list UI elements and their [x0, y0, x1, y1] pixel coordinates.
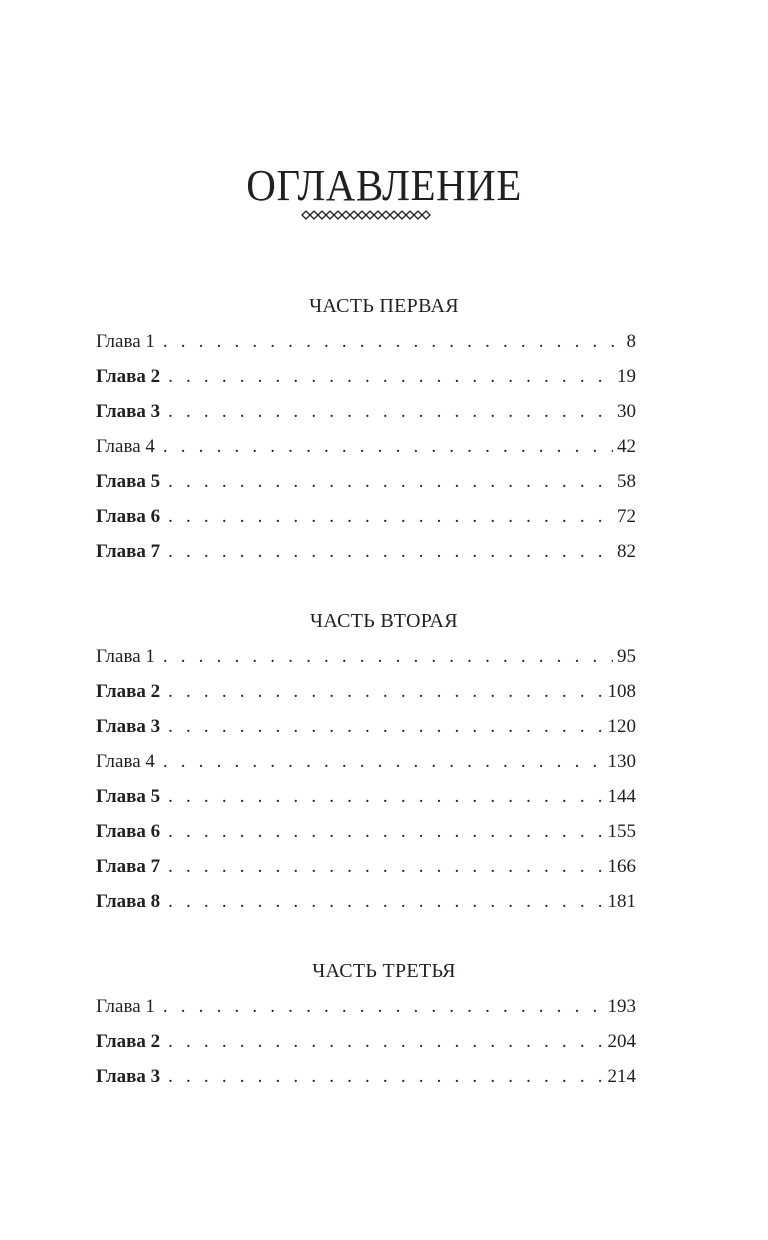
chapter-label: Глава 8	[96, 891, 161, 912]
chapter-label: Глава 2	[96, 681, 161, 702]
chapter-label: Глава 4	[96, 751, 155, 772]
dot-leader	[168, 714, 603, 740]
toc-row	[96, 364, 636, 390]
page-number: 72	[617, 506, 636, 527]
toc-row	[96, 819, 636, 845]
chapter-label: Глава 7	[96, 541, 161, 562]
chapter-label: Глава 3	[96, 401, 161, 422]
page-number: 181	[607, 891, 636, 912]
dot-leader	[168, 399, 613, 425]
chapter-label: Глава 6	[96, 506, 161, 527]
chapter-label: Глава 6	[96, 821, 161, 842]
page-number: 30	[617, 401, 636, 422]
dot-leader	[163, 329, 623, 355]
chapter-label: Глава 5	[96, 786, 161, 807]
toc-row	[96, 469, 636, 495]
page-number: 19	[617, 366, 636, 387]
chapter-label: Глава 3	[96, 716, 161, 737]
dot-leader	[163, 994, 604, 1020]
dot-leader	[163, 749, 604, 775]
toc-row	[96, 679, 636, 705]
toc-row	[96, 504, 636, 530]
page-number: 130	[607, 751, 636, 772]
part-title-2: ЧАСТЬ ВТОРАЯ	[310, 610, 458, 632]
toc-row	[96, 1064, 636, 1090]
dot-leader	[168, 854, 603, 880]
toc-row	[96, 399, 636, 425]
page-number: 193	[607, 996, 636, 1017]
page-number: 108	[607, 681, 636, 702]
ornament-divider	[300, 208, 434, 222]
page-number: 82	[617, 541, 636, 562]
part-title-3: ЧАСТЬ ТРЕТЬЯ	[312, 960, 456, 982]
page-number: 144	[607, 786, 636, 807]
toc-row	[96, 644, 636, 670]
toc-row	[96, 539, 636, 565]
chapter-label: Глава 1	[96, 331, 155, 352]
chapter-label: Глава 5	[96, 471, 161, 492]
page-number: 42	[617, 436, 636, 457]
dot-leader	[168, 469, 613, 495]
chapter-label: Глава 3	[96, 1066, 161, 1087]
chapter-label: Глава 1	[96, 996, 155, 1017]
page-number: 204	[607, 1031, 636, 1052]
toc-row	[96, 749, 636, 775]
dot-leader	[168, 539, 613, 565]
chapter-label: Глава 7	[96, 856, 161, 877]
dot-leader	[168, 1064, 603, 1090]
dot-leader	[163, 644, 613, 670]
toc-row	[96, 714, 636, 740]
dot-leader	[168, 819, 603, 845]
dot-leader	[163, 434, 613, 460]
chapter-label: Глава 2	[96, 366, 161, 387]
page-number: 214	[607, 1066, 636, 1087]
page-number: 166	[607, 856, 636, 877]
dot-leader	[168, 889, 603, 915]
dot-leader	[168, 1029, 603, 1055]
page-number: 58	[617, 471, 636, 492]
toc-row	[96, 784, 636, 810]
dot-leader	[168, 504, 613, 530]
chapter-label: Глава 1	[96, 646, 155, 667]
toc-row	[96, 1029, 636, 1055]
toc-row	[96, 889, 636, 915]
dot-leader	[168, 364, 613, 390]
page-title: ОГЛАВЛЕНИЕ	[246, 160, 522, 210]
toc-row	[96, 854, 636, 880]
page-number: 8	[626, 331, 636, 352]
toc-row	[96, 434, 636, 460]
page-number: 120	[607, 716, 636, 737]
page-number: 95	[617, 646, 636, 667]
toc-row	[96, 994, 636, 1020]
part-title-1: ЧАСТЬ ПЕРВАЯ	[309, 295, 459, 317]
chapter-label: Глава 4	[96, 436, 155, 457]
dot-leader	[168, 784, 603, 810]
page-number: 155	[607, 821, 636, 842]
chapter-label: Глава 2	[96, 1031, 161, 1052]
dot-leader	[168, 679, 603, 705]
toc-row	[96, 329, 636, 355]
